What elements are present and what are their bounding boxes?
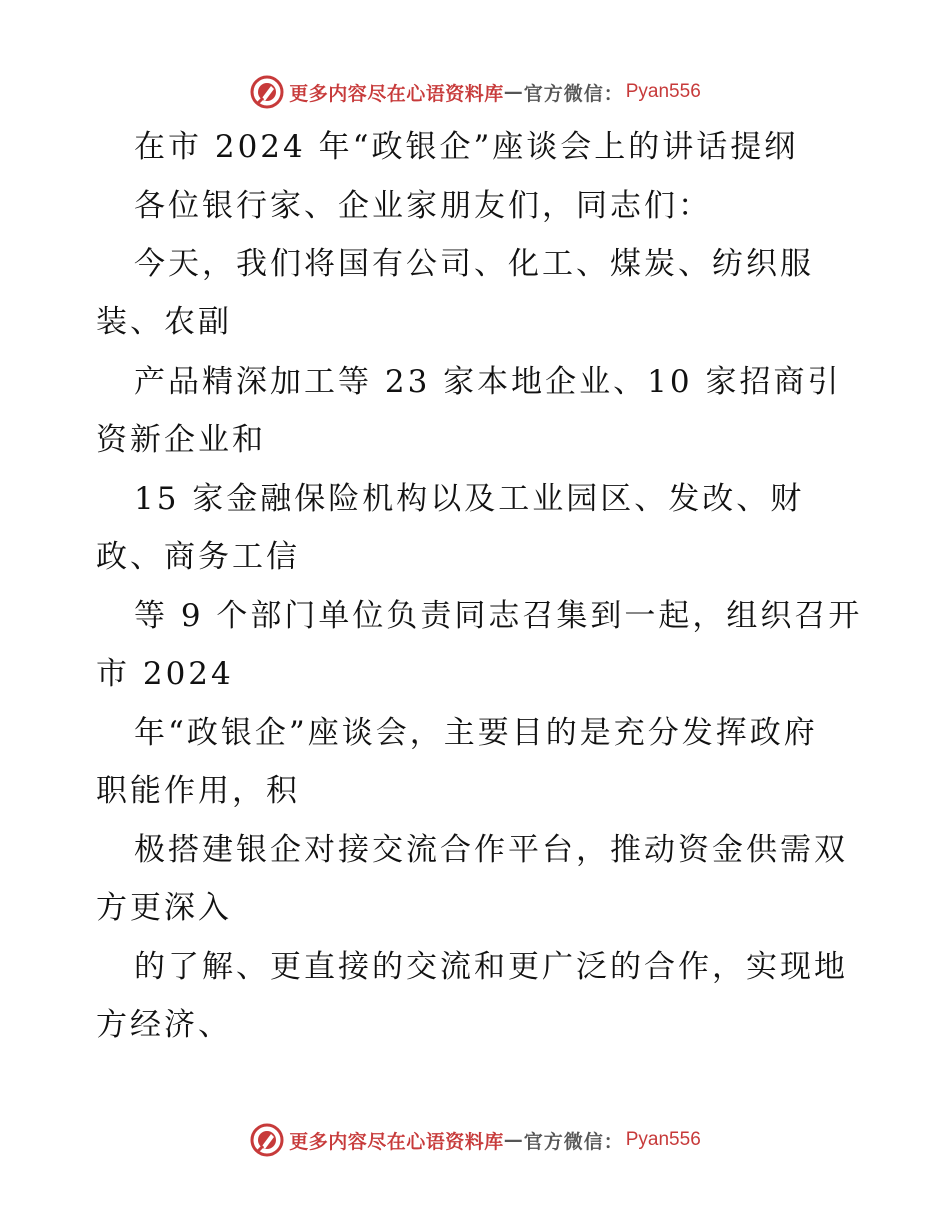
text-line: 职能作用，积 [96, 773, 300, 809]
header-banner-content [249, 74, 701, 110]
text-line: 年“政银企”座谈会，主要目的是充分发挥政府 [134, 715, 818, 751]
pen-nib-logo-icon [249, 74, 285, 110]
banner-site-text: 更多内容尽在心语资料库 [289, 1130, 504, 1153]
banner-official-label: 官方微信： [523, 82, 624, 105]
banner-site-text: 更多内容尽在心语资料库 [289, 82, 504, 105]
text-line: 产品精深加工等 23 家本地企业、10 家招商引 [134, 364, 842, 400]
text-line: 15 家金融保险机构以及工业园区、发改、财 [134, 481, 805, 517]
banner-official-label: 官方微信： [523, 1130, 624, 1153]
text-line: 极搭建银企对接交流合作平台，推动资金供需双 [134, 832, 848, 868]
salutation: 各位银行家、企业家朋友们，同志们： [134, 188, 712, 224]
text-line: 方经济、 [96, 1007, 232, 1043]
text-line: 资新企业和 [96, 422, 266, 458]
text-line: 市 2024 [96, 656, 234, 692]
banner-dash: — [503, 1129, 524, 1151]
text-line: 政、商务工信 [96, 539, 300, 575]
banner-account: Pyan556 [625, 1129, 701, 1150]
pen-nib-logo-icon [249, 1122, 285, 1158]
header-banner [0, 72, 950, 112]
text-line: 装、农副 [96, 304, 232, 340]
banner-account: Pyan556 [625, 81, 701, 102]
text-line: 今天，我们将国有公司、化工、煤炭、纺织服 [134, 246, 814, 282]
text-line: 的了解、更直接的交流和更广泛的合作，实现地 [134, 949, 848, 985]
text-line: 方更深入 [96, 890, 232, 926]
text-line: 等 9 个部门单位负责同志召集到一起，组织召开 [134, 598, 863, 634]
footer-banner-content [249, 1122, 701, 1158]
document-title: 在市 2024 年“政银企”座谈会上的讲话提纲 [134, 129, 799, 165]
banner-dash: — [503, 81, 524, 103]
footer-banner [0, 1120, 950, 1160]
